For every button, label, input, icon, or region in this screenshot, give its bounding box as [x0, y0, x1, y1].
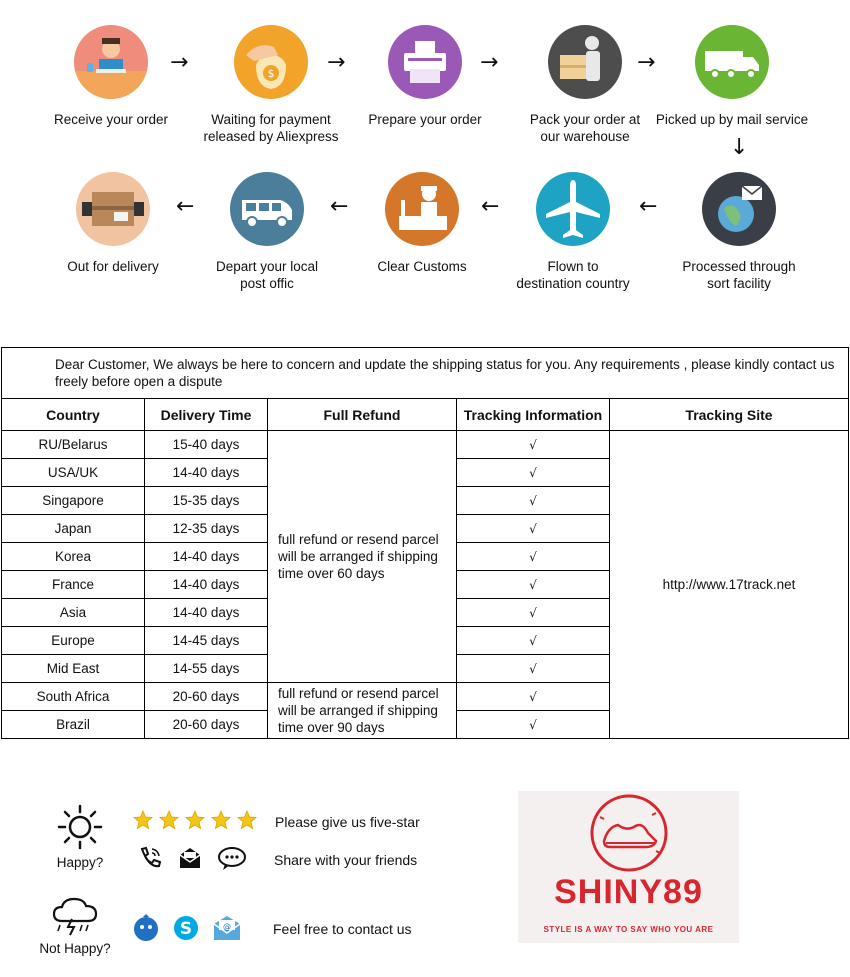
globe-mail-icon	[702, 172, 776, 246]
arrow-right-icon: →	[170, 50, 189, 75]
star-icon	[237, 810, 257, 830]
tracking-check: √	[457, 571, 610, 599]
step-label: Clear Customs	[377, 259, 467, 274]
step-sort-facility	[659, 172, 819, 292]
arrow-down-icon: ↓	[730, 135, 749, 160]
header-country: Country	[2, 399, 145, 431]
share-icons	[137, 845, 247, 871]
arrow-right-icon: →	[480, 50, 499, 75]
time-cell: 14-40 days	[145, 543, 268, 571]
svg-text:@: @	[223, 922, 231, 931]
messenger-bird-icon[interactable]	[132, 914, 160, 942]
five-star-rating[interactable]	[133, 810, 257, 830]
parcel-delivery-icon	[76, 172, 150, 246]
star-icon	[159, 810, 179, 830]
country-cell: Europe	[2, 627, 145, 655]
step-label: Flown to destination country	[516, 259, 630, 291]
country-cell: Singapore	[2, 487, 145, 515]
brand-name: SHINY89	[554, 873, 703, 911]
contact-text: Feel free to contact us	[273, 921, 412, 937]
svg-text:$: $	[267, 67, 275, 80]
step-flown	[493, 172, 653, 292]
time-cell: 12-35 days	[145, 515, 268, 543]
tracking-check: √	[457, 543, 610, 571]
order-receiving-icon	[74, 25, 148, 99]
five-star-text: Please give us five-star	[275, 814, 420, 830]
step-depart-post	[187, 172, 347, 292]
country-cell: Mid East	[2, 655, 145, 683]
share-text: Share with your friends	[274, 852, 418, 868]
van-icon	[230, 172, 304, 246]
chat-bubble-icon[interactable]	[217, 845, 247, 871]
brand-logo	[518, 791, 739, 943]
step-label: Depart your local post offic	[215, 259, 319, 291]
step-label: Receive your order	[53, 112, 169, 127]
step-out-for-delivery	[33, 172, 193, 275]
star-icon	[185, 810, 205, 830]
time-cell: 14-40 days	[145, 571, 268, 599]
star-icon	[211, 810, 231, 830]
time-cell: 15-35 days	[145, 487, 268, 515]
brand-slogan: STYLE IS A WAY TO SAY WHO YOU ARE	[543, 925, 714, 934]
step-label: Picked up by mail service	[655, 112, 809, 127]
step-label: Waiting for payment released by Aliexpress	[203, 112, 339, 144]
step-label: Processed through sort facility	[682, 259, 796, 291]
arrow-right-icon: →	[327, 50, 346, 75]
time-cell: 14-40 days	[145, 459, 268, 487]
tracking-check: √	[457, 487, 610, 515]
intro-text: Dear Customer, We always be here to concern and update the shipping status for you. Any requirements , please kindly contact us freely before open a dispute	[2, 348, 849, 399]
svg-text:S: S	[179, 919, 193, 939]
tracking-check: √	[457, 683, 610, 711]
printer-icon	[388, 25, 462, 99]
not-happy-block	[35, 895, 115, 956]
country-cell: South Africa	[2, 683, 145, 711]
header-tracking-site: Tracking Site	[610, 399, 849, 431]
header-delivery-time: Delivery Time	[145, 399, 268, 431]
money-bag-icon	[234, 25, 308, 99]
shipping-table	[1, 347, 849, 739]
step-receive-order	[31, 25, 191, 128]
tracking-check: √	[457, 515, 610, 543]
time-cell: 15-40 days	[145, 431, 268, 459]
star-icon	[133, 810, 153, 830]
step-label: Prepare your order	[368, 112, 482, 127]
country-cell: Korea	[2, 543, 145, 571]
time-cell: 14-55 days	[145, 655, 268, 683]
arrow-left-icon: ←	[330, 194, 349, 219]
header-full-refund: Full Refund	[268, 399, 457, 431]
airplane-icon	[536, 172, 610, 246]
country-cell: USA/UK	[2, 459, 145, 487]
time-cell: 20-60 days	[145, 711, 268, 739]
step-waiting-payment	[191, 25, 351, 145]
refund-90-cell: full refund or resend parcel will be arranged if shipping time over 90 days	[268, 683, 457, 739]
phone-icon[interactable]	[137, 845, 163, 871]
arrow-left-icon: ←	[481, 194, 500, 219]
step-pack-order	[505, 25, 665, 145]
country-cell: Brazil	[2, 711, 145, 739]
time-cell: 20-60 days	[145, 683, 268, 711]
step-picked-up	[652, 25, 812, 128]
happy-block	[40, 803, 120, 870]
country-cell: RU/Belarus	[2, 431, 145, 459]
envelope-icon[interactable]	[177, 845, 203, 871]
sneaker-logo-icon	[518, 791, 739, 881]
tracking-check: √	[457, 655, 610, 683]
customs-officer-icon	[385, 172, 459, 246]
step-label: Out for delivery	[67, 259, 159, 274]
step-label: Pack your order at our warehouse	[529, 112, 641, 144]
tracking-check: √	[457, 599, 610, 627]
header-tracking-information: Tracking Information	[457, 399, 610, 431]
time-cell: 14-40 days	[145, 599, 268, 627]
not-happy-label: Not Happy?	[39, 941, 111, 956]
contact-icons	[132, 914, 242, 942]
step-prepare-order	[345, 25, 505, 128]
email-icon[interactable]	[212, 914, 242, 942]
arrow-left-icon: ←	[176, 194, 195, 219]
country-cell: France	[2, 571, 145, 599]
truck-icon	[695, 25, 769, 99]
table-row	[2, 431, 849, 459]
skype-icon[interactable]	[172, 914, 200, 942]
tracking-site-link[interactable]: http://www.17track.net	[610, 431, 849, 739]
packing-worker-icon	[548, 25, 622, 99]
country-cell: Asia	[2, 599, 145, 627]
arrow-left-icon: ←	[639, 194, 658, 219]
refund-60-cell: full refund or resend parcel will be arranged if shipping time over 60 days	[268, 431, 457, 683]
sun-icon	[56, 803, 104, 851]
tracking-check: √	[457, 627, 610, 655]
tracking-check: √	[457, 711, 610, 739]
tracking-check: √	[457, 459, 610, 487]
happy-label: Happy?	[56, 855, 104, 870]
country-cell: Japan	[2, 515, 145, 543]
tracking-check: √	[457, 431, 610, 459]
step-clear-customs	[342, 172, 502, 275]
arrow-right-icon: →	[637, 50, 656, 75]
time-cell: 14-45 days	[145, 627, 268, 655]
storm-cloud-icon	[50, 895, 100, 937]
